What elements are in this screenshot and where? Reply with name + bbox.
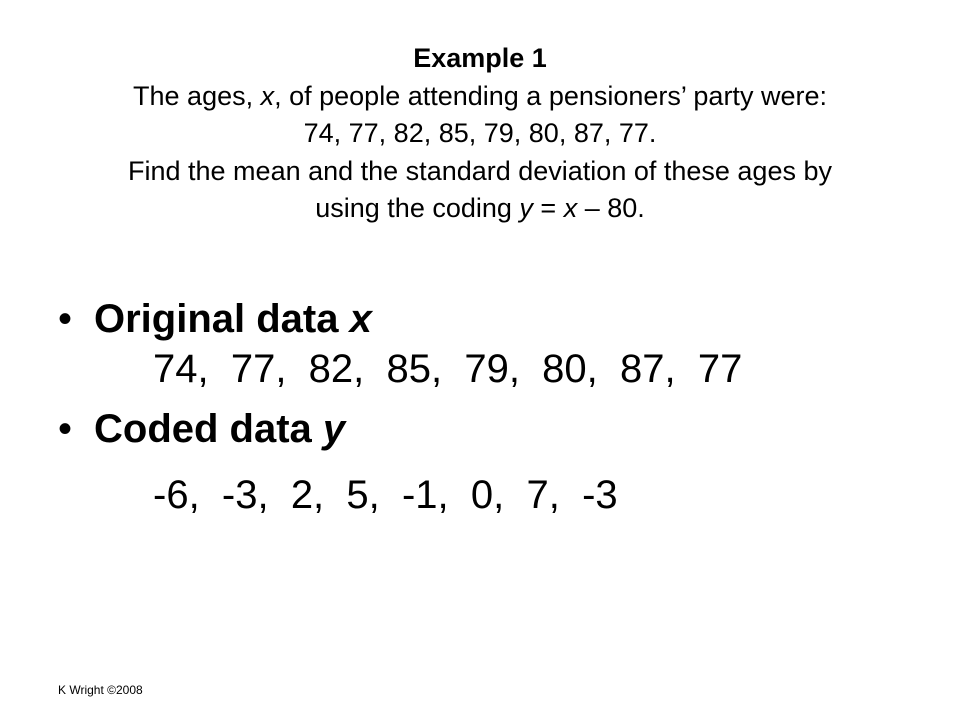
example-title: Example 1 xyxy=(413,43,547,73)
bullet-icon: • xyxy=(58,407,73,451)
problem-line-1 xyxy=(0,78,960,116)
coded-data-heading xyxy=(58,406,345,452)
variable-x: x xyxy=(563,193,578,223)
original-data-label xyxy=(94,296,372,342)
problem-line-3: Find the mean and the standard deviation of these ages by xyxy=(128,155,832,186)
original-data-bullet xyxy=(58,296,372,342)
problem-text: , of people attending a pensioners’ party were: xyxy=(274,80,827,111)
variable-x: x xyxy=(260,80,275,111)
coded-data-label xyxy=(94,406,345,452)
example-header xyxy=(0,40,960,228)
label-text: Original data xyxy=(94,297,350,341)
variable-y: y xyxy=(519,193,533,223)
bullet-icon: • xyxy=(58,297,73,341)
coded-data-values: -6, -3, 2, 5, -1, 0, 7, -3 xyxy=(153,473,618,517)
variable-x: x xyxy=(349,297,372,341)
copyright-footer: K Wright ©2008 xyxy=(58,683,143,697)
original-data-heading xyxy=(58,296,372,342)
problem-text: using the coding xyxy=(315,193,520,223)
problem-line-4 xyxy=(0,190,960,228)
coded-data-bullet xyxy=(58,406,345,452)
variable-y: y xyxy=(322,407,346,451)
problem-ages-list: 74, 77, 82, 85, 79, 80, 87, 77. xyxy=(303,118,657,148)
problem-text: The ages, xyxy=(133,80,261,111)
label-text: Coded data xyxy=(94,407,323,451)
problem-text: – 80. xyxy=(577,193,645,223)
original-data-values: 74, 77, 82, 85, 79, 80, 87, 77 xyxy=(153,347,743,391)
problem-text: = xyxy=(532,193,564,223)
